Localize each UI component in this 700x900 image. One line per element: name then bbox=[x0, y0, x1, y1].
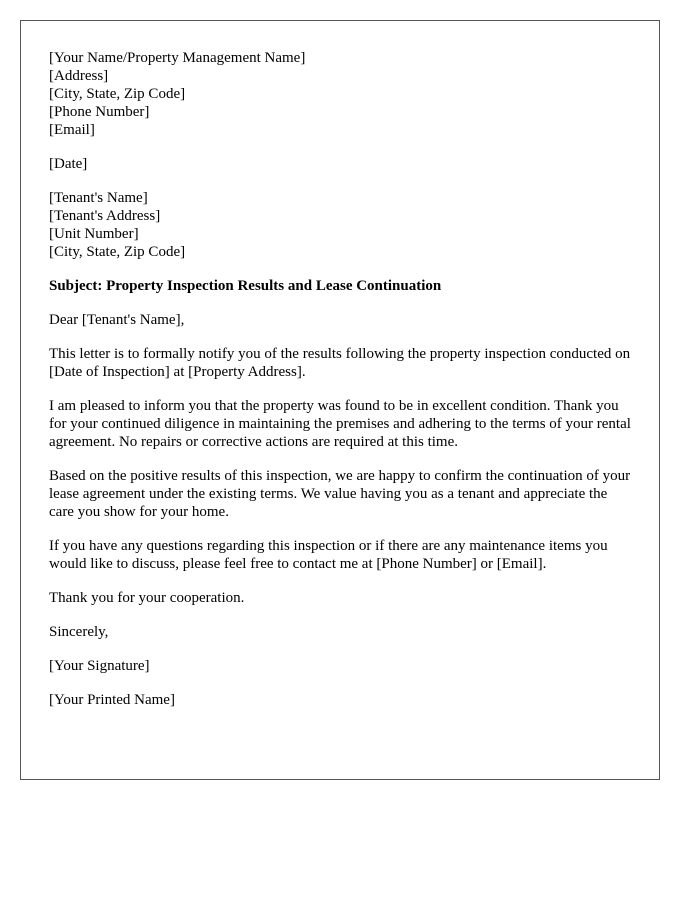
recipient-block bbox=[49, 189, 631, 261]
recipient-name: [Tenant's Name] bbox=[49, 190, 148, 206]
sender-phone: [Phone Number] bbox=[49, 104, 150, 120]
sender-block bbox=[49, 49, 631, 139]
date-block bbox=[49, 155, 631, 173]
closing: Sincerely, bbox=[49, 624, 109, 640]
recipient-address: [Tenant's Address] bbox=[49, 208, 161, 224]
subject-line: Subject: Property Inspection Results and Lease Continuation bbox=[49, 278, 442, 294]
sender-city-state-zip: [City, State, Zip Code] bbox=[49, 86, 186, 102]
body-paragraph-4: If you have any questions regarding this inspection or if there are any maintenance items you would like to discuss, please feel free to contact me at [Phone Number] or [Email]. bbox=[49, 538, 608, 572]
body-paragraph-3: Based on the positive results of this inspection, we are happy to confirm the continuation of your lease agreement under the existing terms. We value having you as a tenant and appreciate the care you show for your home. bbox=[49, 468, 631, 520]
letter-page bbox=[20, 20, 660, 780]
letter-date: [Date] bbox=[49, 156, 88, 172]
sender-name: [Your Name/Property Management Name] bbox=[49, 50, 306, 66]
sender-address: [Address] bbox=[49, 68, 109, 84]
recipient-city-state-zip: [City, State, Zip Code] bbox=[49, 244, 186, 260]
body-paragraph-2: I am pleased to inform you that the property was found to be in excellent condition. Thank you for your continued diligence in maintaining the premises and adhering to the terms of your rental agreement. No repairs or corrective actions are required at this time. bbox=[49, 398, 631, 450]
sender-email: [Email] bbox=[49, 122, 95, 138]
printed-name: [Your Printed Name] bbox=[49, 692, 175, 708]
salutation: Dear [Tenant's Name], bbox=[49, 312, 185, 328]
body-paragraph-1: This letter is to formally notify you of the results following the property inspection conducted on [Date of Inspection] at [Property Address]. bbox=[49, 346, 631, 380]
signature: [Your Signature] bbox=[49, 658, 150, 674]
recipient-unit: [Unit Number] bbox=[49, 226, 139, 242]
body-paragraph-5: Thank you for your cooperation. bbox=[49, 590, 245, 606]
